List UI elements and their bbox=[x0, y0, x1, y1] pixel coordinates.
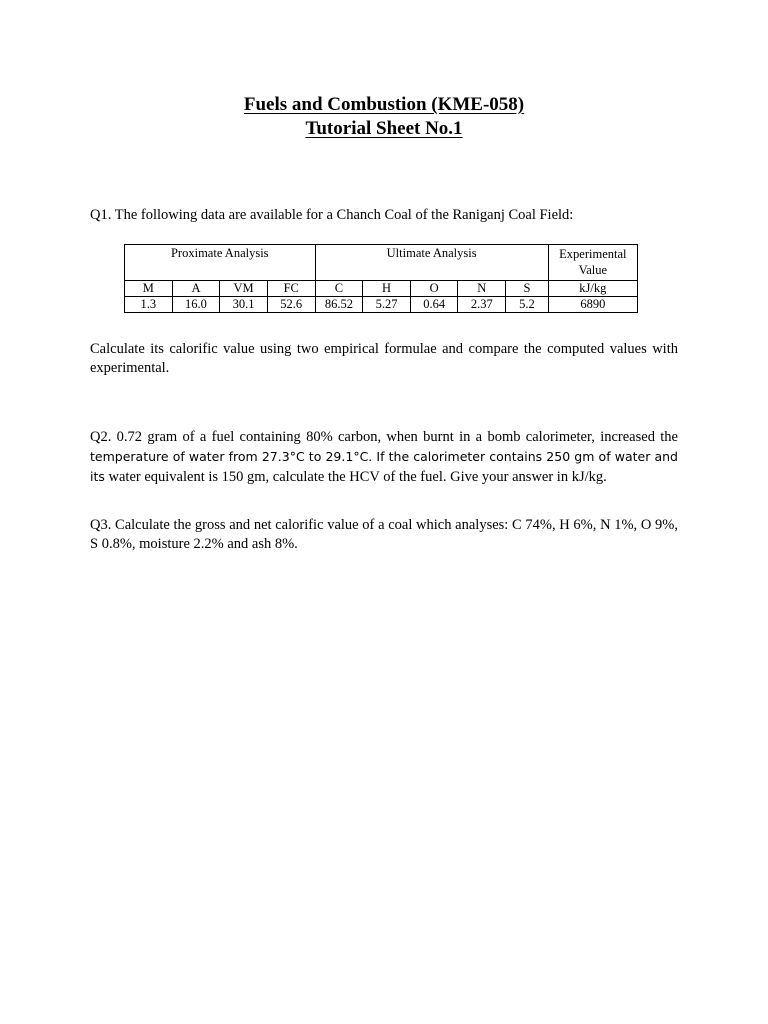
table-column-header-row bbox=[125, 281, 638, 297]
question-1-text: Q1. The following data are available for a Chanch Coal of the Raniganj Coal Field: bbox=[90, 207, 574, 223]
column-header: S bbox=[506, 281, 549, 297]
experimental-value-header bbox=[548, 245, 637, 281]
experimental-header-line2: Value bbox=[578, 263, 608, 277]
question-2-part1: Q2. 0.72 gram of a fuel containing 80% carbon, when burnt in a bomb calorimeter, increased the bbox=[90, 429, 678, 445]
question-1-instruction: Calculate its calorific value using two empirical formulae and compare the computed values with experimental. bbox=[90, 341, 678, 376]
document-subtitle: Tutorial Sheet No.1 bbox=[305, 118, 463, 139]
table-row bbox=[125, 297, 638, 313]
experimental-header-line1: Experimental bbox=[559, 247, 627, 261]
column-header: FC bbox=[267, 281, 315, 297]
question-3-text: Q3. Calculate the gross and net calorific value of a coal which analyses: C 74%, H 6%, N 1%, O 9%, S 0.8%, moisture 2.2% and ash 8%. bbox=[90, 517, 678, 552]
table-cell: 6890 bbox=[548, 297, 637, 313]
column-header: C bbox=[315, 281, 363, 297]
column-header: O bbox=[410, 281, 458, 297]
document-title: Fuels and Combustion (KME-058) bbox=[243, 94, 525, 115]
table-group-row bbox=[125, 245, 638, 281]
column-header: H bbox=[363, 281, 411, 297]
table-cell: 2.37 bbox=[458, 297, 506, 313]
coal-analysis-table bbox=[124, 244, 638, 313]
column-header: M bbox=[125, 281, 173, 297]
column-header: A bbox=[172, 281, 220, 297]
table-cell: 0.64 bbox=[410, 297, 458, 313]
column-header: VM bbox=[220, 281, 268, 297]
proximate-analysis-header: Proximate Analysis bbox=[125, 245, 316, 281]
question-2-part3: water equivalent is 150 gm, calculate the HCV of the fuel. Give your answer in kJ/kg. bbox=[104, 469, 607, 485]
question-2-text bbox=[90, 428, 678, 487]
table-cell: 30.1 bbox=[220, 297, 268, 313]
table-cell: 16.0 bbox=[172, 297, 220, 313]
column-header: N bbox=[458, 281, 506, 297]
table-cell: 5.27 bbox=[363, 297, 411, 313]
document-header bbox=[0, 93, 768, 141]
table-cell: 52.6 bbox=[267, 297, 315, 313]
question-2-part2: temperature of water from 27.3°C to 29.1°C. If the calorimeter contains 250 gm of water and its bbox=[90, 449, 678, 484]
ultimate-analysis-header: Ultimate Analysis bbox=[315, 245, 548, 281]
column-header: kJ/kg bbox=[548, 281, 637, 297]
table-cell: 5.2 bbox=[506, 297, 549, 313]
table-cell: 1.3 bbox=[125, 297, 173, 313]
table-cell: 86.52 bbox=[315, 297, 363, 313]
